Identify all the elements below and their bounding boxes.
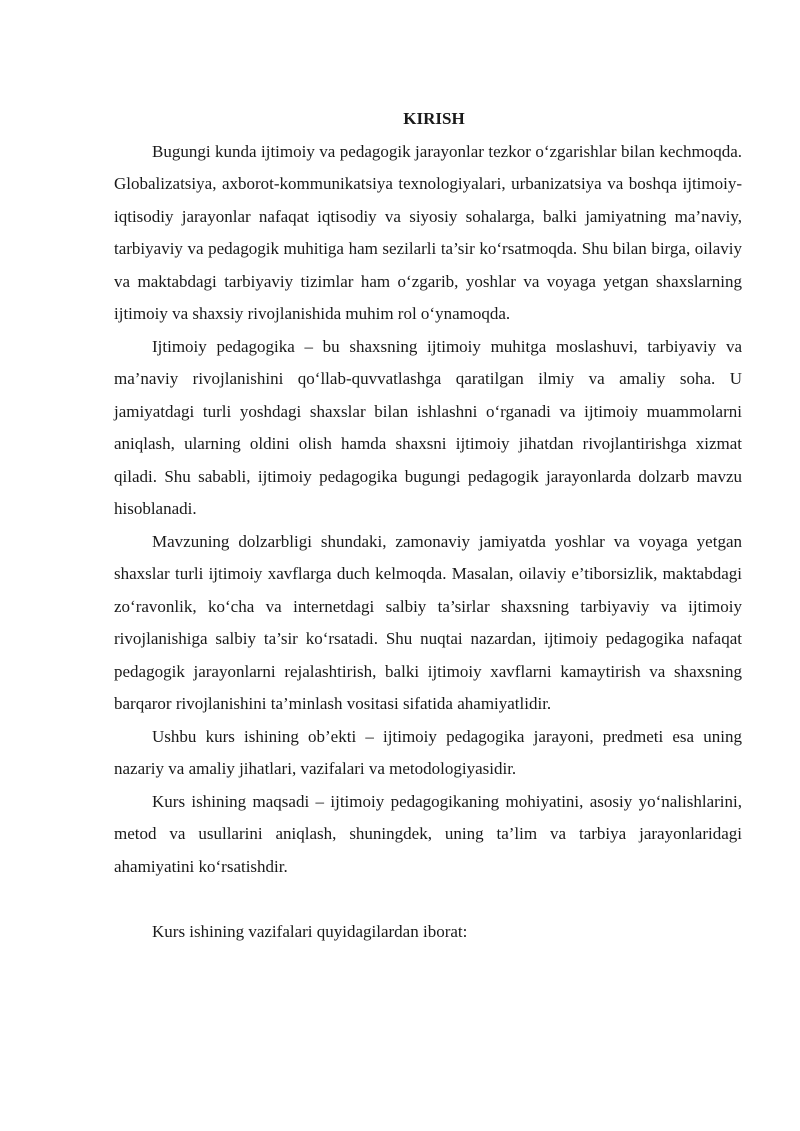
blank-line <box>114 883 742 916</box>
relevance-paragraph: Mavzuning dolzarbligi shundaki, zamonaviy jamiyatda yoshlar va voyaga yetgan shaxslar turli ijtimoiy xavflarga duch kelmoqda. Masalan, oilaviy e’tiborsizlik, maktabdagi zo‘ravonlik, ko‘cha va internetdagi salbiy ta’sirlar shaxsning tarbiyaviy va ijtimoiy rivojlanishiga salbiy ta’sir ko‘rsatadi. Shu nuqtai nazardan, ijtimoiy pedagogika nafaqat pedagogik jarayonlarni rejalashtirish, balki ijtimoiy xavflarni kamaytirish va shaxsning barqaror rivojlanishini ta’minlash vositasi sifatida ahamiyatlidir. <box>114 531 742 713</box>
tasks-heading-paragraph: Kurs ishining vazifalari quyidagilardan iborat: <box>152 921 468 941</box>
intro-paragraph-2: Ijtimoiy pedagogika – bu shaxsning ijtimoiy muhitga moslashuvi, tarbiyaviy va ma’naviy rivojlanishini qo‘llab-quvvatlashga qaratilgan ilmiy va amaliy soha. U jamiyatdagi turli yoshdagi shaxslar bilan ishlashni o‘rganadi va ijtimoiy muammolarni aniqlash, ularning oldini olish hamda shaxsni ijtimoiy jihatdan rivojlantirishga xizmat qiladi. Shu sababli, ijtimoiy pedagogika bugungi pedagogik jarayonlarda dolzarb mavzu hisoblanadi. <box>114 336 742 518</box>
intro-paragraph-1: Bugungi kunda ijtimoiy va pedagogik jarayonlar tezkor o‘zgarishlar bilan kechmoqda. Globalizatsiya, axborot-kommunikatsiya texnologiyalari, urbanizatsiya va boshqa ijtimoiy-iqtisodiy jarayonlar nafaqat iqtisodiy va siyosiy sohalarga, balki jamiyatning ma’naviy, tarbiyaviy va pedagogik muhitiga ham sezilarli ta’sir ko‘rsatmoqda. Shu bilan birga, oilaviy va maktabdagi tarbiyaviy tizimlar ham o‘zgarib, yoshlar va voyaga yetgan shaxslarning ijtimoiy va shaxsiy rivojlanishida muhim rol o‘ynamoqda. <box>114 141 742 323</box>
document-page <box>114 103 742 948</box>
object-subject-paragraph: Ushbu kurs ishining ob’ekti – ijtimoiy pedagogika jarayoni, predmeti esa uning nazariy va amaliy jihatlari, vazifalari va metodologiyasidir. <box>114 726 742 778</box>
page-title: KIRISH <box>403 109 465 128</box>
goal-paragraph: Kurs ishining maqsadi – ijtimoiy pedagogikaning mohiyatini, asosiy yo‘nalishlarini, metod va usullarini aniqlash, shuningdek, uning ta’lim va tarbiya jarayonlaridagi ahamiyatini ko‘rsatishdir. <box>114 791 742 876</box>
